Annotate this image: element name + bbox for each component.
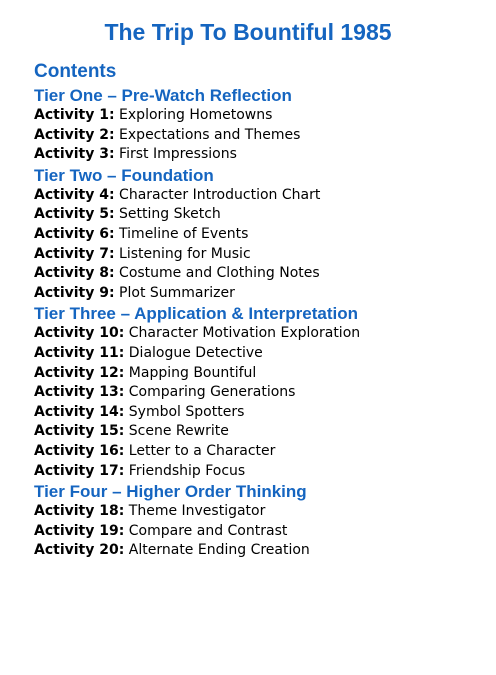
- activity-title: Listening for Music: [119, 245, 251, 262]
- activity-19-entry: [34, 522, 484, 542]
- activity-label: Activity 7:: [34, 245, 115, 262]
- activity-title: Timeline of Events: [119, 225, 249, 242]
- activity-18-entry: [34, 502, 484, 522]
- activity-9-entry: [34, 284, 484, 304]
- activity-title: Expectations and Themes: [119, 126, 301, 143]
- activity-label: Activity 12:: [34, 364, 125, 381]
- tier-four-section: [34, 481, 484, 561]
- activity-3-entry: [34, 145, 484, 165]
- activity-label: Activity 2:: [34, 126, 115, 143]
- activity-5-entry: [34, 205, 484, 225]
- activity-10-entry: [34, 324, 484, 344]
- activity-2-entry: [34, 126, 484, 146]
- document-title: The Trip To Bountiful 1985: [104, 19, 392, 45]
- activity-label: Activity 14:: [34, 403, 125, 420]
- activity-title: Symbol Spotters: [128, 403, 245, 420]
- tier-two-heading: Tier Two – Foundation: [34, 165, 214, 185]
- activity-label: Activity 18:: [34, 503, 125, 520]
- activity-label: Activity 10:: [34, 325, 125, 342]
- activity-title: Alternate Ending Creation: [128, 542, 310, 559]
- activity-title: Exploring Hometowns: [119, 107, 273, 123]
- activity-13-entry: [34, 383, 484, 403]
- activity-14-entry: [34, 403, 484, 423]
- activity-title: Setting Sketch: [119, 206, 221, 223]
- activity-8-entry: [34, 264, 484, 284]
- activity-title: Character Motivation Exploration: [128, 325, 361, 342]
- activity-11-entry: [34, 344, 484, 364]
- activity-1-entry: [34, 106, 484, 126]
- tier-three-heading: Tier Three – Application & Interpretation: [34, 304, 358, 324]
- activity-label: Activity 16:: [34, 442, 125, 459]
- activity-6-entry: [34, 225, 484, 245]
- activity-17-entry: [34, 462, 484, 482]
- tier-two-section: [34, 165, 484, 304]
- activity-title: Dialogue Detective: [128, 344, 263, 361]
- activity-title: Comparing Generations: [128, 384, 296, 401]
- activity-15-entry: [34, 422, 484, 442]
- activity-label: Activity 5:: [34, 206, 115, 223]
- activity-12-entry: [34, 364, 484, 384]
- activity-title: Scene Rewrite: [128, 423, 229, 440]
- activity-title: Theme Investigator: [128, 503, 266, 520]
- activity-title: Costume and Clothing Notes: [119, 265, 320, 282]
- activity-label: Activity 13:: [34, 384, 125, 401]
- activity-label: Activity 6:: [34, 225, 115, 242]
- activity-20-entry: [34, 541, 484, 561]
- activity-title: Compare and Contrast: [128, 522, 288, 539]
- activity-4-entry: [34, 186, 484, 206]
- tier-one-heading: Tier One – Pre-Watch Reflection: [34, 86, 292, 105]
- activity-title: Character Introduction Chart: [119, 186, 321, 203]
- activity-7-entry: [34, 245, 484, 265]
- activity-title: Mapping Bountiful: [128, 364, 257, 381]
- activity-label: Activity 1:: [34, 107, 115, 123]
- activity-label: Activity 19:: [34, 522, 125, 539]
- activity-label: Activity 4:: [34, 186, 115, 203]
- activity-16-entry: [34, 442, 484, 462]
- activity-label: Activity 17:: [34, 462, 125, 479]
- table-of-contents: [34, 60, 484, 561]
- activity-title: Friendship Focus: [128, 462, 246, 479]
- activity-label: Activity 8:: [34, 265, 115, 282]
- tier-four-heading: Tier Four – Higher Order Thinking: [34, 482, 307, 502]
- tier-three-section: [34, 303, 484, 481]
- activity-label: Activity 20:: [34, 542, 125, 559]
- contents-heading: Contents: [34, 61, 117, 82]
- activity-label: Activity 15:: [34, 423, 125, 440]
- activity-label: Activity 3:: [34, 146, 115, 163]
- activity-label: Activity 11:: [34, 344, 125, 361]
- activity-title: Letter to a Character: [128, 442, 276, 459]
- tier-one-section: [34, 85, 484, 165]
- activity-title: First Impressions: [119, 146, 237, 163]
- activity-label: Activity 9:: [34, 284, 115, 301]
- activity-title: Plot Summarizer: [119, 284, 235, 301]
